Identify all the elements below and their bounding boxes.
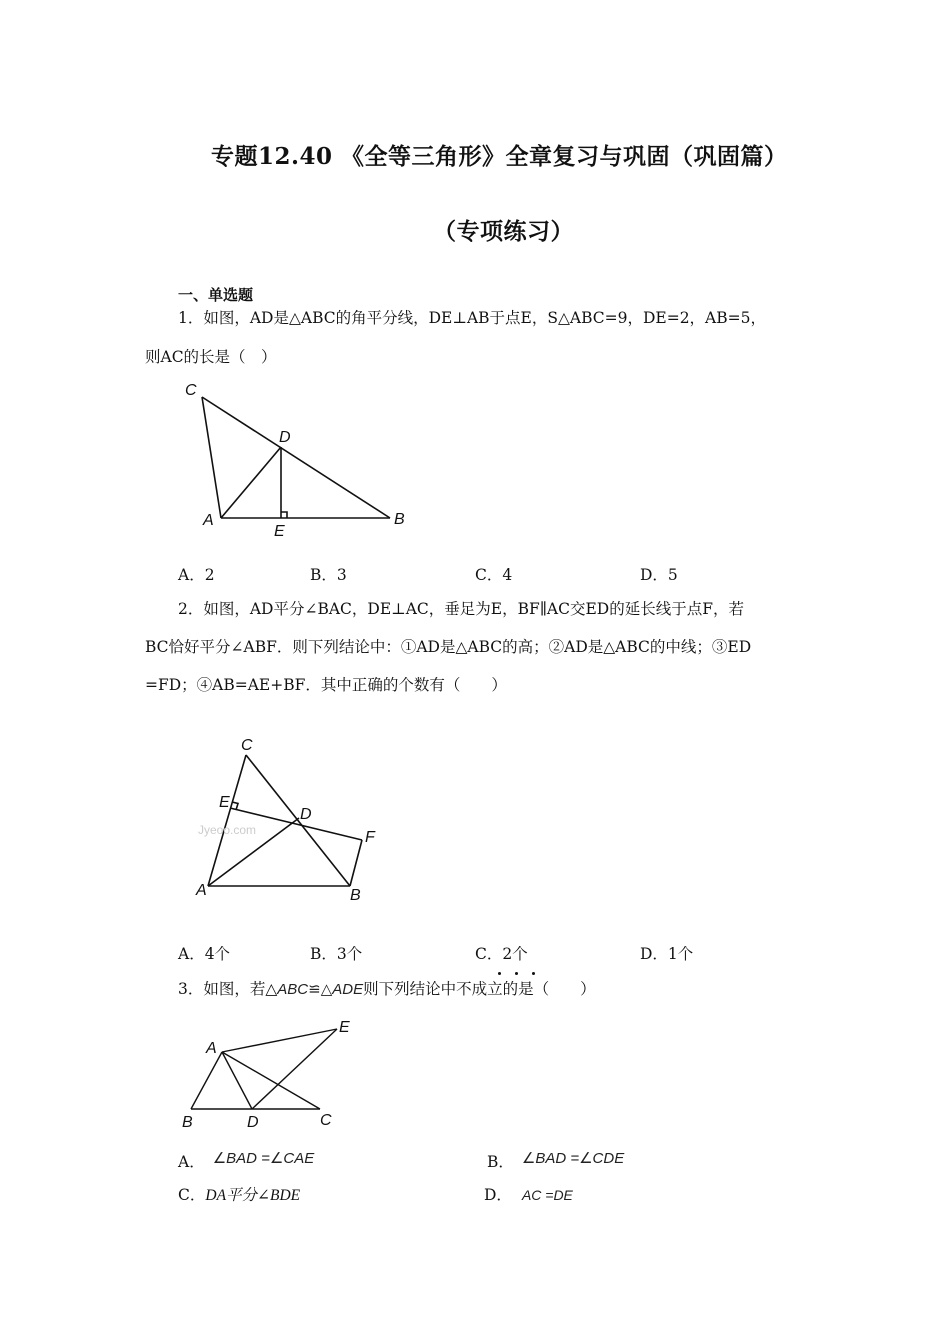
emphasis-dot <box>498 972 501 975</box>
q3-option-d <box>484 1183 573 1205</box>
q3-option-b-label: B． <box>487 1153 514 1171</box>
q1-option-a: A．2 <box>178 566 215 584</box>
q3-congruence: ABC≌△ADE <box>277 981 364 998</box>
q1-label-b: B <box>394 511 405 528</box>
q3-option-b <box>487 1146 625 1171</box>
q3-label-e: E <box>339 1019 350 1036</box>
q3-emphasis: 不成立 <box>456 980 503 998</box>
q2-label-f: F <box>365 829 375 846</box>
question-1-line-2: 则AC的长是（ ） <box>145 348 277 366</box>
q3-option-c-text: DA平分∠BDE <box>205 1187 301 1204</box>
q2-label-c: C <box>241 737 253 754</box>
q3-option-b-math: ∠BAD =∠CDE <box>521 1150 625 1167</box>
q2-label-a: A <box>196 882 207 899</box>
emphasis-dot <box>515 972 518 975</box>
q3-option-d-label: D． <box>484 1186 512 1204</box>
q3-label-b: B <box>182 1114 193 1131</box>
q3-prefix: 3．如图，若△ <box>178 980 278 998</box>
q2-label-e: E <box>219 794 230 811</box>
q3-label-c: C <box>320 1112 332 1129</box>
question-1-figure <box>175 375 435 545</box>
q1-option-c: C．4 <box>475 566 513 584</box>
q3-option-c-label: C． <box>178 1186 206 1204</box>
q2-option-d: D．1个 <box>640 945 694 963</box>
q1-label-e: E <box>274 523 285 540</box>
question-2-line-1: 2．如图，AD平分∠BAC，DE⊥AC，垂足为E，BF∥AC交ED的延长线于点F，若 <box>178 600 744 618</box>
page-subtitle: （专项练习） <box>433 218 574 245</box>
emphasis-dot <box>532 972 535 975</box>
question-3-figure <box>175 1010 375 1135</box>
q3-option-d-math: AC =DE <box>521 1187 573 1203</box>
q2-option-c: C．2个 <box>475 945 528 963</box>
question-3-line-1 <box>178 977 596 999</box>
q1-option-b: B．3 <box>310 566 347 584</box>
q3-option-a-math: ∠BAD =∠CAE <box>212 1150 315 1167</box>
q1-label-a: A <box>203 512 214 529</box>
question-2-line-3: =FD；④AB=AE+BF．其中正确的个数有（ ） <box>145 676 507 694</box>
q2-label-d: D <box>300 806 312 823</box>
q3-suffix-after: 的是（ ） <box>502 980 596 998</box>
q2-watermark: Jyeoo.com <box>198 823 257 837</box>
q2-option-a: A．4个 <box>178 945 231 963</box>
q3-option-a <box>178 1146 315 1171</box>
section-heading: 一、单选题 <box>178 286 254 304</box>
q1-label-d: D <box>279 429 291 446</box>
q3-option-a-label: A． <box>178 1153 205 1171</box>
q1-option-d: D．5 <box>640 566 678 584</box>
q3-option-c <box>178 1183 300 1205</box>
q1-label-c: C <box>185 382 197 399</box>
question-2-figure <box>190 730 400 905</box>
q3-label-a: A <box>206 1040 217 1057</box>
question-1-line-1: 1．如图，AD是△ABC的角平分线，DE⊥AB于点E，S△ABC=9，DE=2，AB=5， <box>178 309 766 327</box>
q2-option-b: B．3个 <box>310 945 363 963</box>
q3-suffix-before: 则下列结论中 <box>363 980 457 998</box>
q2-label-b: B <box>350 887 361 904</box>
question-2-line-2: BC恰好平分∠ABF．则下列结论中：①AD是△ABC的高；②AD是△ABC的中线；③ED <box>145 638 752 656</box>
page-title: 专题12.40 《全等三角形》全章复习与巩固（巩固篇） <box>211 143 788 170</box>
q3-label-d: D <box>247 1114 259 1131</box>
